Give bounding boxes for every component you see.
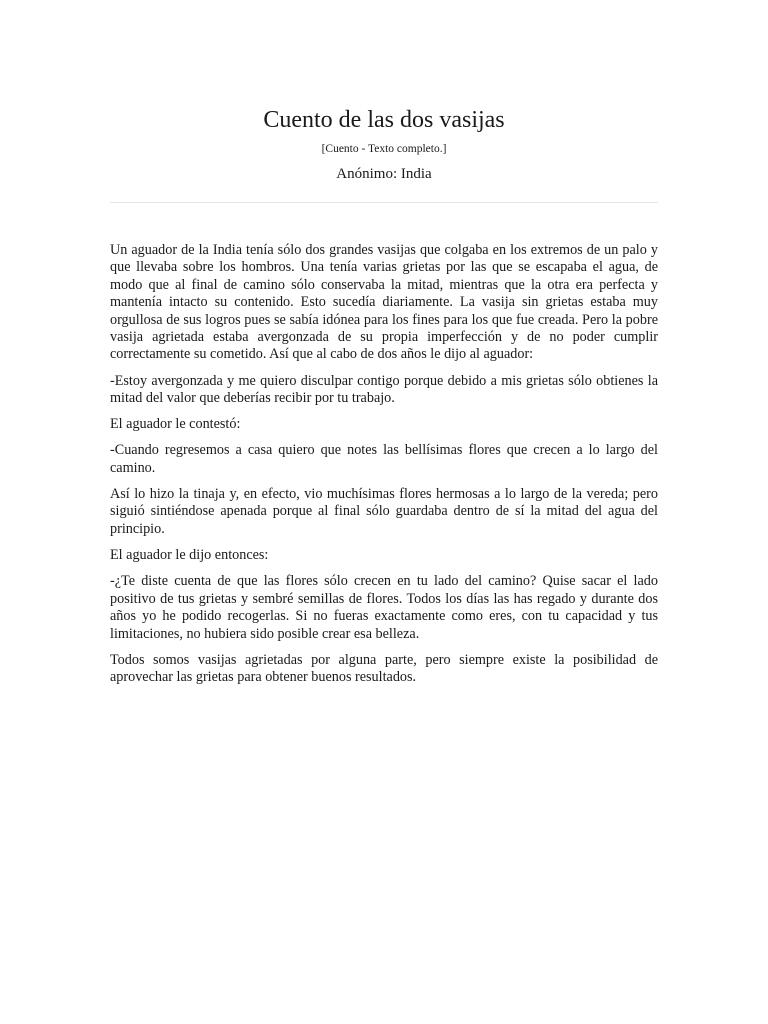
paragraph: -Cuando regresemos a casa quiero que notes las bellísimas flores que crecen a lo largo del camino.	[110, 442, 658, 476]
paragraph: El aguador le contestó:	[110, 416, 241, 433]
paragraph: Todos somos vasijas agrietadas por alguna parte, pero siempre existe la posibilidad de aprovechar las grietas para obtener buenos resultados.	[110, 651, 658, 686]
paragraph: -Estoy avergonzada y me quiero disculpar contigo porque debido a mis grietas sólo obtienes la mitad del valor que deberías recibir por tu trabajo.	[110, 372, 658, 407]
document-author: Anónimo: India	[336, 166, 432, 182]
header-divider	[110, 202, 658, 203]
document-title: Cuento de las dos vasijas	[263, 107, 505, 133]
paragraph: -¿Te diste cuenta de que las flores sólo crecen en tu lado del camino? Quise sacar el lado positivo de tus grietas y sembré semillas de flores. Todos los días las has regado y durante dos años yo he podido recogerlas. Si no fueras exactamente como eres, con tu capacidad y tus limitaciones, no hubiera sido posible crear esa belleza.	[110, 573, 658, 642]
paragraph: Un aguador de la India tenía sólo dos grandes vasijas que colgaba en los extremos de un palo y que llevaba sobre los hombros. Una tenía varias grietas por las que se escapaba el agua, de modo que al final de camino sólo conservaba la mitad, mientras que la otra era perfecta y mantenía intacto su contenido. Esto sucedía diariamente. La vasija sin grietas estaba muy orgullosa de sus logros pues se sabía idónea para los fines para los que fue creada. Pero la pobre vasija agrietada estaba avergonzada de su propia imperfección y de no poder cumplir correctamente su cometido. Así que al cabo de dos años le dijo al aguador:	[110, 242, 658, 363]
paragraph: El aguador le dijo entonces:	[110, 547, 269, 564]
document-subtitle: [Cuento - Texto completo.]	[321, 143, 447, 155]
document-body	[110, 242, 658, 695]
paragraph: Así lo hizo la tinaja y, en efecto, vio muchísimas flores hermosas a lo largo de la vereda; pero siguió sintiéndose apenada porque al final sólo guardaba dentro de sí la mitad del agua del principio.	[110, 486, 658, 537]
